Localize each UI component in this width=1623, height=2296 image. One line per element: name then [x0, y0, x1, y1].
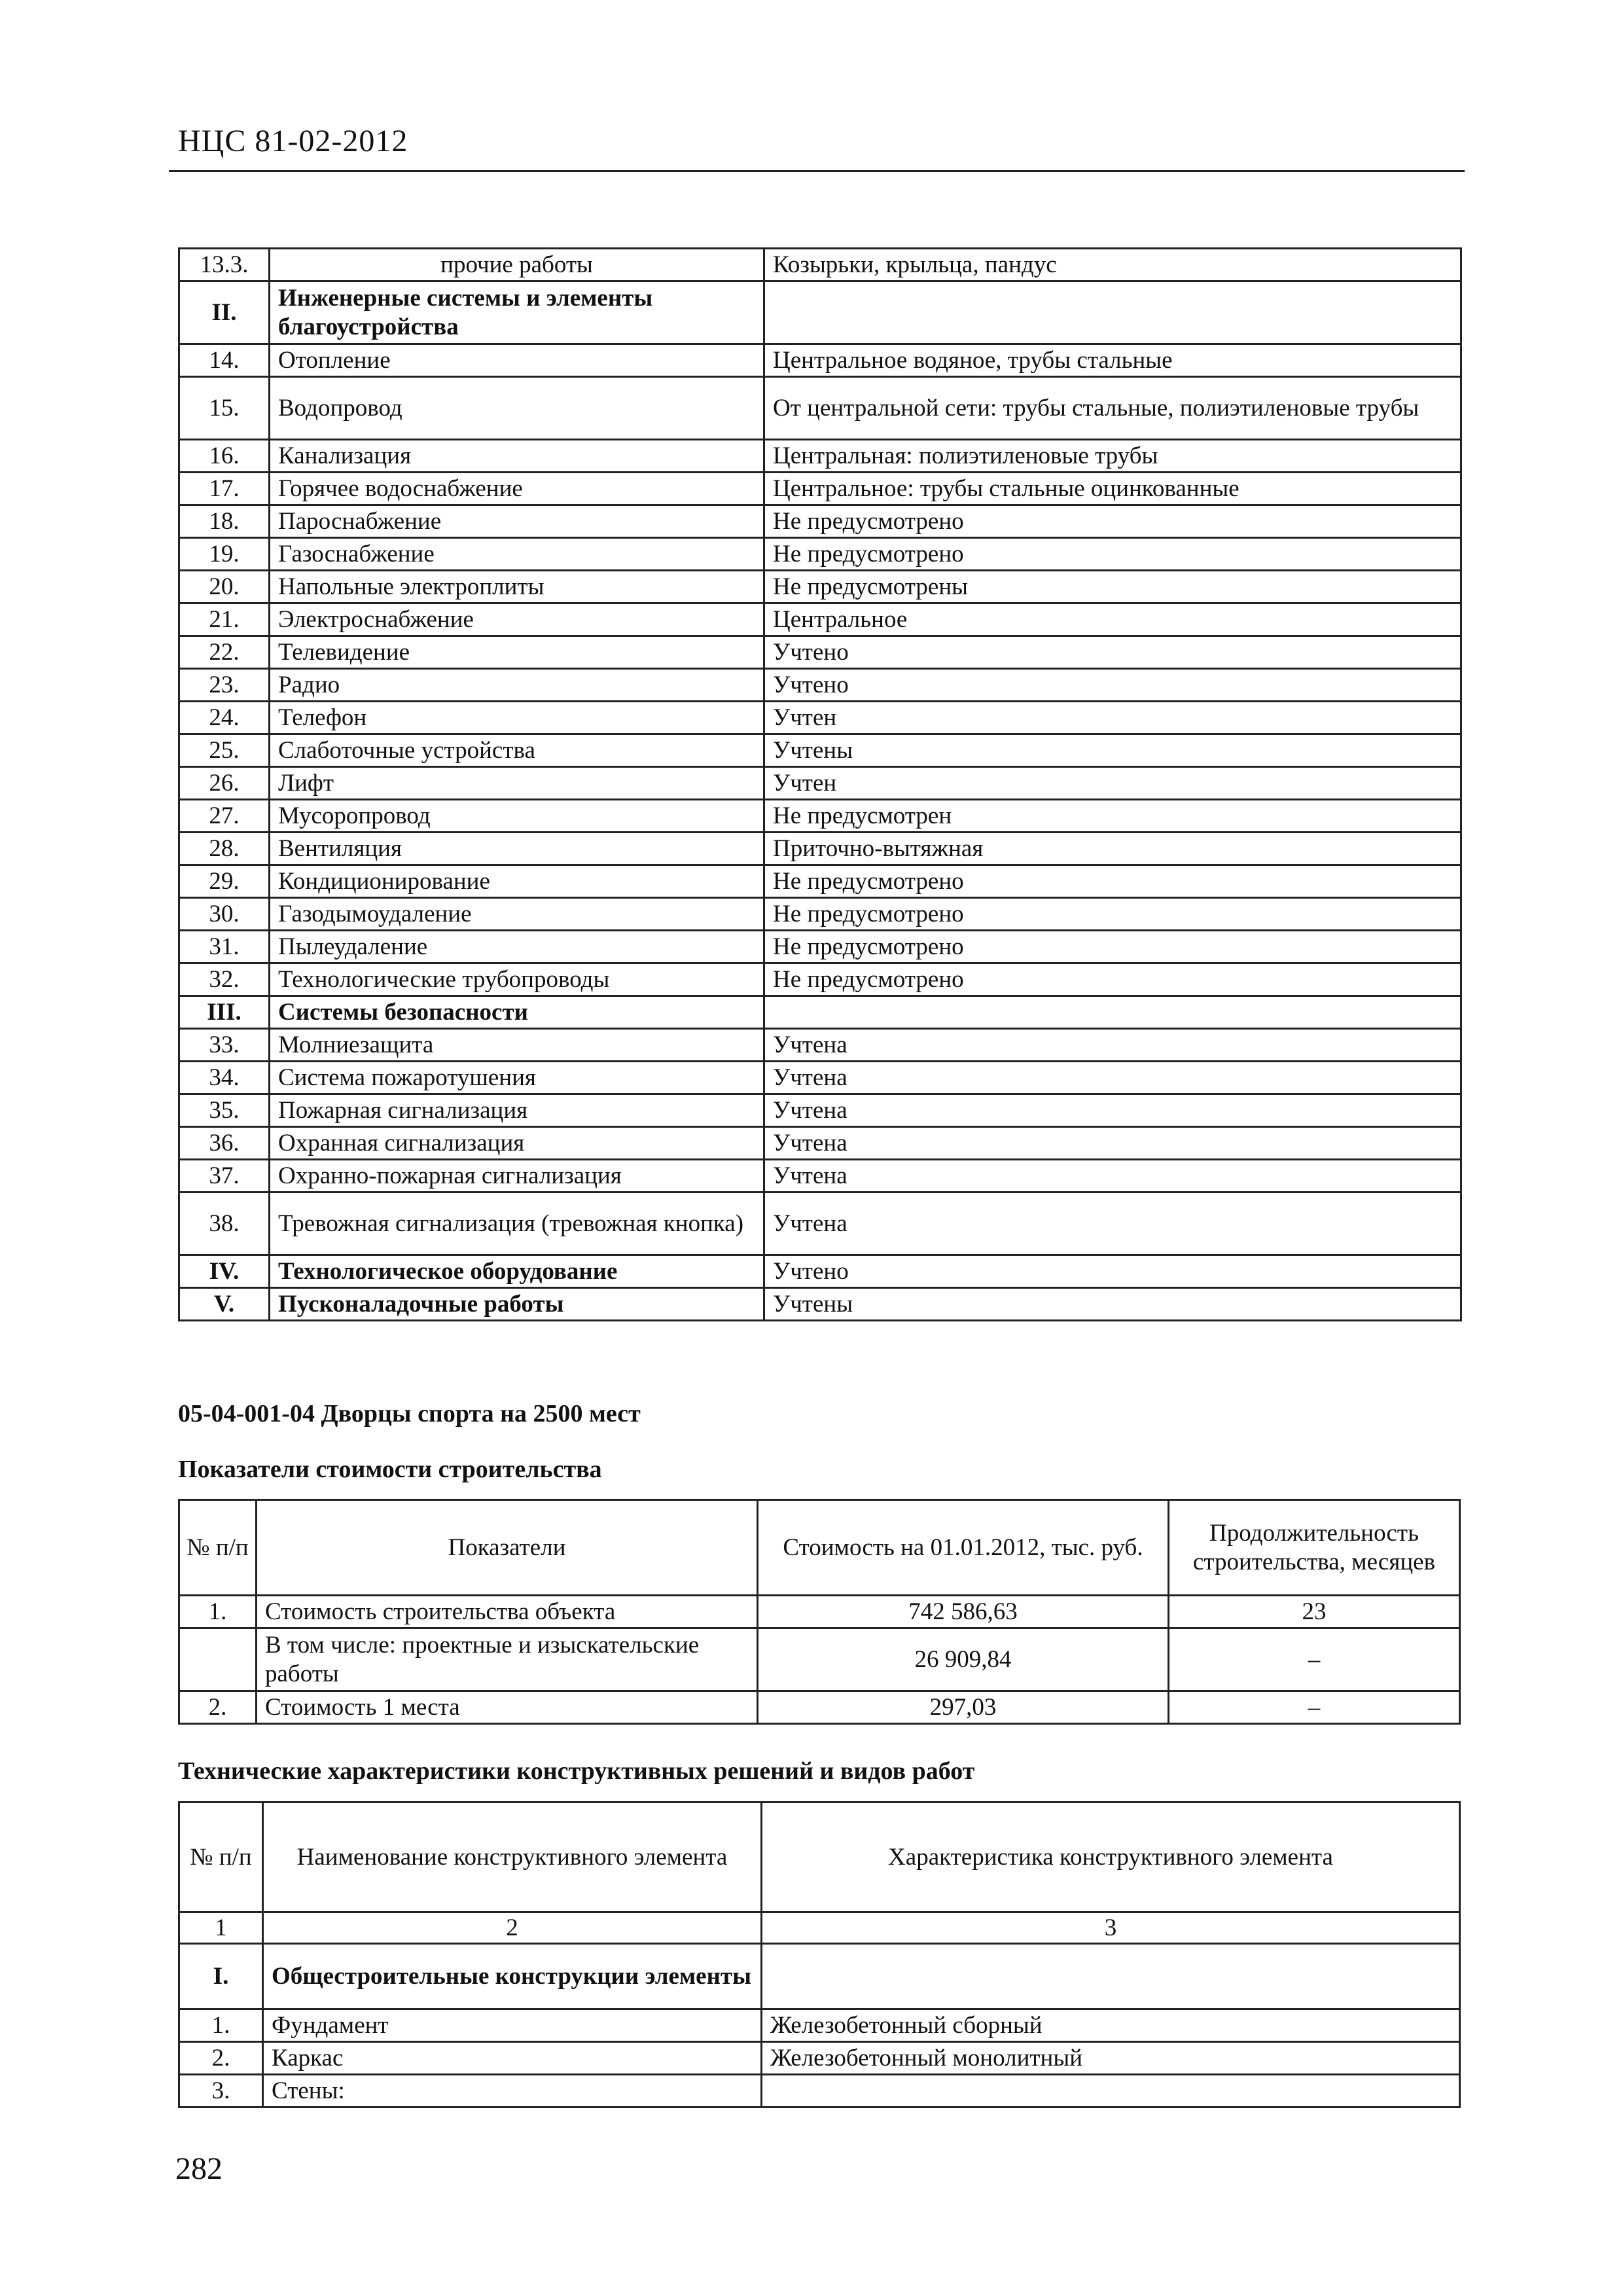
table-cell: 15. — [179, 377, 270, 440]
table-cell: 21. — [179, 603, 270, 636]
table-cell: 14. — [179, 344, 270, 377]
table-cell: II. — [179, 281, 270, 344]
table-cell: Учтены — [764, 1288, 1461, 1321]
table-cell: Тревожная сигнализация (тревожная кнопка) — [270, 1193, 764, 1255]
table-row — [179, 931, 1461, 963]
cost-heading: Показатели стоимости строительства — [178, 1456, 602, 1483]
table-cell: Технологическое оборудование — [270, 1255, 764, 1288]
table-cell: Учтена — [764, 1094, 1461, 1127]
table-cell: IV. — [179, 1255, 270, 1288]
table-cell — [764, 996, 1461, 1029]
table-cell: Учтены — [764, 734, 1461, 767]
header-cell: Продолжительность строительства, месяцев — [1169, 1500, 1460, 1596]
table-row — [179, 505, 1461, 538]
table-cell: Учтена — [764, 1127, 1461, 1160]
table-row — [179, 603, 1461, 636]
table-row — [179, 473, 1461, 505]
table-cell: Канализация — [270, 440, 764, 473]
table-cell: Инженерные системы и элементы благоустройства — [270, 281, 764, 344]
table-row — [179, 996, 1461, 1029]
table-row — [179, 1029, 1461, 1062]
table-row — [179, 440, 1461, 473]
table-cell: 30. — [179, 898, 270, 931]
table-cell: 35. — [179, 1094, 270, 1127]
table-cell: Лифт — [270, 767, 764, 800]
table-cell: Технологические трубопроводы — [270, 963, 764, 996]
table-cell: 22. — [179, 636, 270, 669]
cost-indicators-table — [178, 1499, 1461, 1725]
table-cell: Водопровод — [270, 377, 764, 440]
header-cell: Показатели — [257, 1500, 758, 1596]
table-row — [179, 377, 1461, 440]
tech-heading: Технические характеристики конструктивных решений и видов работ — [178, 1757, 975, 1785]
table-cell: Стены: — [263, 2075, 762, 2108]
table-row — [179, 800, 1461, 833]
table-cell: Телевидение — [270, 636, 764, 669]
table-cell: 23 — [1169, 1596, 1460, 1628]
table-cell: Стоимость 1 места — [257, 1691, 758, 1724]
table-cell: Не предусмотрены — [764, 571, 1461, 603]
table-cell: Козырьки, крыльца, пандус — [764, 249, 1461, 281]
table-cell: 2. — [179, 2042, 263, 2075]
table-cell: Радио — [270, 669, 764, 702]
table-cell: Вентиляция — [270, 833, 764, 865]
table-cell: 23. — [179, 669, 270, 702]
table-row — [179, 702, 1461, 734]
table-cell: 29. — [179, 865, 270, 898]
table-cell: Каркас — [263, 2042, 762, 2075]
table-row — [179, 344, 1461, 377]
table-cell: Не предусмотрено — [764, 865, 1461, 898]
table-cell — [764, 281, 1461, 344]
table-cell: Горячее водоснабжение — [270, 473, 764, 505]
table-cell: 24. — [179, 702, 270, 734]
table-cell: Общестроительные конструкции элементы — [263, 1944, 762, 2009]
table-cell: Газодымоудаление — [270, 898, 764, 931]
index-cell: 1 — [179, 1912, 263, 1944]
table-cell: прочие работы — [270, 249, 764, 281]
table-cell: Учтена — [764, 1160, 1461, 1193]
table-cell: Пожарная сигнализация — [270, 1094, 764, 1127]
table-row — [179, 538, 1461, 571]
table-cell: Телефон — [270, 702, 764, 734]
page-number: 282 — [175, 2151, 223, 2186]
table-cell: Учтена — [764, 1193, 1461, 1255]
table-cell: 25. — [179, 734, 270, 767]
table-row — [179, 734, 1461, 767]
index-cell: 3 — [762, 1912, 1460, 1944]
table-cell: Слаботочные устройства — [270, 734, 764, 767]
table-cell: 33. — [179, 1029, 270, 1062]
table-cell: 16. — [179, 440, 270, 473]
table-cell — [762, 1944, 1460, 2009]
table-cell: Учтен — [764, 702, 1461, 734]
table-row — [179, 571, 1461, 603]
table-row — [179, 898, 1461, 931]
table-row — [179, 833, 1461, 865]
table-row — [179, 636, 1461, 669]
table-row — [179, 1255, 1461, 1288]
table-cell: Учтено — [764, 636, 1461, 669]
table-cell: Не предусмотрен — [764, 800, 1461, 833]
table-cell: Не предусмотрено — [764, 538, 1461, 571]
table-cell: Центральная: полиэтиленовые трубы — [764, 440, 1461, 473]
table-cell: 18. — [179, 505, 270, 538]
table-cell: 38. — [179, 1193, 270, 1255]
continued-characteristics-table — [178, 247, 1462, 1321]
table-cell — [762, 2075, 1460, 2108]
table-cell: – — [1169, 1691, 1460, 1724]
table-cell: Железобетонный монолитный — [762, 2042, 1460, 2075]
table-cell: Центральное — [764, 603, 1461, 636]
table-cell: Охранная сигнализация — [270, 1127, 764, 1160]
table-cell: 17. — [179, 473, 270, 505]
table-row — [179, 249, 1461, 281]
table-row — [179, 1288, 1461, 1321]
table-row — [179, 669, 1461, 702]
table-cell: Кондиционирование — [270, 865, 764, 898]
table-cell: 20. — [179, 571, 270, 603]
table-cell: Охранно-пожарная сигнализация — [270, 1160, 764, 1193]
table-row — [179, 963, 1461, 996]
tech-characteristics-table — [178, 1801, 1461, 2108]
table-cell: 2. — [179, 1691, 257, 1724]
table-cell: 27. — [179, 800, 270, 833]
table-cell: 742 586,63 — [758, 1596, 1169, 1628]
table-cell: Учтена — [764, 1029, 1461, 1062]
table-cell: 1. — [179, 2009, 263, 2042]
table-cell: 32. — [179, 963, 270, 996]
table-cell: Газоснабжение — [270, 538, 764, 571]
table-row — [179, 1062, 1461, 1094]
document-header: НЦС 81-02-2012 — [178, 124, 408, 158]
table-cell: Не предусмотрено — [764, 931, 1461, 963]
table-cell: 26. — [179, 767, 270, 800]
table-cell: III. — [179, 996, 270, 1029]
table-cell: 3. — [179, 2075, 263, 2108]
table-cell: 26 909,84 — [758, 1628, 1169, 1691]
header-rule — [169, 170, 1465, 172]
table-cell: В том числе: проектные и изыскательские работы — [257, 1628, 758, 1691]
table-cell: Учтена — [764, 1062, 1461, 1094]
table-cell: Пусконаладочные работы — [270, 1288, 764, 1321]
table-cell: Не предусмотрено — [764, 898, 1461, 931]
table-cell: Не предусмотрено — [764, 505, 1461, 538]
table-cell: От центральной сети: трубы стальные, полиэтиленовые трубы — [764, 377, 1461, 440]
table-cell: Стоимость строительства объекта — [257, 1596, 758, 1628]
table-cell: 13.3. — [179, 249, 270, 281]
table-cell: Системы безопасности — [270, 996, 764, 1029]
table-cell: Фундамент — [263, 2009, 762, 2042]
table-cell: Система пожаротушения — [270, 1062, 764, 1094]
table-cell: Железобетонный сборный — [762, 2009, 1460, 2042]
table-cell: Пароснабжение — [270, 505, 764, 538]
header-cell: Характеристика конструктивного элемента — [762, 1803, 1460, 1912]
table-cell: 31. — [179, 931, 270, 963]
header-cell: Наименование конструктивного элемента — [263, 1803, 762, 1912]
table-cell: I. — [179, 1944, 263, 2009]
table-cell: V. — [179, 1288, 270, 1321]
table-cell: Электроснабжение — [270, 603, 764, 636]
index-cell: 2 — [263, 1912, 762, 1944]
table-row — [179, 281, 1461, 344]
table-cell: Учтено — [764, 1255, 1461, 1288]
table-cell: Центральное водяное, трубы стальные — [764, 344, 1461, 377]
table-cell: Центральное: трубы стальные оцинкованные — [764, 473, 1461, 505]
table-cell: Пылеудаление — [270, 931, 764, 963]
table-row — [179, 865, 1461, 898]
table-row — [179, 767, 1461, 800]
table-row — [179, 1160, 1461, 1193]
table-cell: 36. — [179, 1127, 270, 1160]
section-title: 05-04-001-04 Дворцы спорта на 2500 мест — [178, 1400, 641, 1427]
table-cell: Приточно-вытяжная — [764, 833, 1461, 865]
table-row — [179, 1193, 1461, 1255]
table-cell: Учтено — [764, 669, 1461, 702]
table-cell: Отопление — [270, 344, 764, 377]
table-cell — [179, 1628, 257, 1691]
table-cell: 28. — [179, 833, 270, 865]
table-cell: 19. — [179, 538, 270, 571]
header-cell: № п/п — [179, 1803, 263, 1912]
table-cell: Мусоропровод — [270, 800, 764, 833]
table-row — [179, 1094, 1461, 1127]
table-cell: – — [1169, 1628, 1460, 1691]
table-cell: 1. — [179, 1596, 257, 1628]
table-cell: 34. — [179, 1062, 270, 1094]
table-cell: Не предусмотрено — [764, 963, 1461, 996]
table-cell: Молниезащита — [270, 1029, 764, 1062]
header-cell: Стоимость на 01.01.2012, тыс. руб. — [758, 1500, 1169, 1596]
table-cell: Напольные электроплиты — [270, 571, 764, 603]
table-row — [179, 1127, 1461, 1160]
table-cell: 297,03 — [758, 1691, 1169, 1724]
header-cell: № п/п — [179, 1500, 257, 1596]
table-cell: Учтен — [764, 767, 1461, 800]
table-cell: 37. — [179, 1160, 270, 1193]
